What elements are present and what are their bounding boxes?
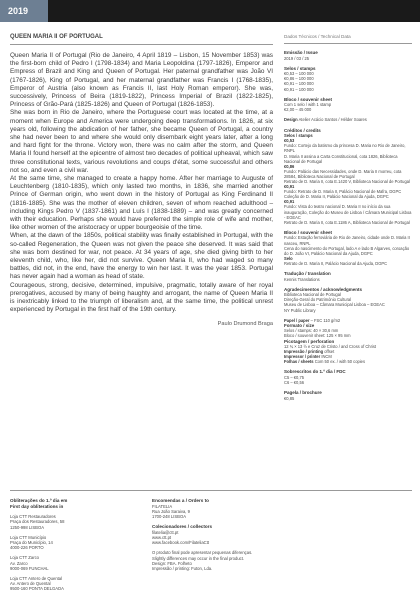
stamp-value: €0,86 – 100 000 [284, 76, 314, 82]
credit-text: Fundo: Vista do teatro nacional D. Maria II no início da sua inauguração, Coleção do Museu de Lisboa / Câmara Municipal Lisboa - EGEAC [284, 204, 412, 220]
credits-title: Créditos / credits [284, 127, 321, 133]
design-label: Design [284, 117, 298, 123]
issue-title: Emissão / Issue [284, 50, 318, 55]
sheets-value: Com 50 ex. / with 50 copies [314, 359, 366, 365]
souvenir-credit-line: Cena do nascimento do Portugal, lado A e lado B Algarves, coroação do D. João VI, Palácio Nacional da Ajuda, DGPC [284, 245, 410, 256]
year-bar [0, 0, 420, 22]
souvenir-credit-line: Fundo: Estação ferroviária de Rio de Janeiro, cidade onde D. Maria II nasceu, RNPL [284, 235, 410, 246]
credit-text: Fundo: Retrato de D. Maria II, Palácio Nacional de Mafra, DGPC [284, 189, 402, 195]
orders-address-line: 1700-248 LISBOA [152, 514, 186, 519]
seal-label: Selo [284, 255, 293, 261]
store-address: Av. Antero de Quental [10, 581, 51, 587]
collectors-facebook: www.facebook.com/FilateliaCtt [152, 540, 210, 546]
thanks-line: Biblioteca Nacional de Portugal [284, 292, 341, 298]
perforation-title: Picotagem / perforation [284, 338, 335, 344]
article [10, 34, 273, 327]
credits-subtitle: Selos / stamps [284, 133, 313, 139]
thanks-group [284, 287, 412, 313]
store-address: Av. Zarco [10, 560, 28, 566]
collectors-heading: Colecionadores / collectors [152, 524, 212, 530]
article-paragraph: At the same time, she managed to create a happy home. After her marriage to Auguste of Leuchtenberg (1810-1835), which only lasted two months, in 1836, she married another Prince of German origin, who went down in the history of Portugal as King Ferdinand II (1816-1885). She was the mother of eleven children, seven of whom reached adulthood – including Kings Pedro V (1837-1861) and Luís I (1838-1889) – and was greatly concerned with their education. Perhaps she would have preferred the simple role of wife and mother, like other women of the aristocracy or upper bourgeoisie of the time. [10, 175, 273, 232]
design-note: Design: FBA. Folheto [152, 560, 192, 566]
stamp-value: €0,91 – 100 000 [284, 81, 314, 87]
credit-text: Fundo: Cortejo da batismo da princesa D. Maria no Rio de Janeiro, RNPL [284, 143, 406, 154]
store-name: Loja CTT Município [10, 534, 47, 540]
obliterations-heading-en: First day obliterations in [10, 503, 64, 509]
souvenir-credits-group [284, 230, 412, 266]
year-label: 2019 [0, 0, 48, 22]
credit-code: €0,53 [284, 138, 295, 144]
printer-label: Impressor / printer [284, 354, 321, 360]
paper-group: Papel / paper – FSC 110 g/m2 Formato / size Selos / stamps: 40 × 30,6 mm Bloco / souvenir sheet: 125 × 95 mm Picotagem / perforation 12 ¾ × 13 ½ e Cruz de Cristo / and Cross of Christ Impressão / printing offset Impressor / printer INCM Folhas / sheets Com 50 ex. / with 50 copies [284, 318, 412, 365]
translation-title: Tradução / translation [284, 270, 331, 276]
perforation-line: 12 ¾ × 13 ½ e Cruz de Cristo / and Cross of Christ [284, 344, 377, 350]
brochure-title: Pagela / brochure [284, 390, 322, 396]
collectors-website: www.ctt.pt [152, 535, 172, 540]
print-note: Impressão / printing: Futon, Lda. [152, 566, 213, 572]
orders-info [152, 498, 282, 571]
thanks-line: NY Public Library [284, 307, 316, 313]
first-day-obliterations [10, 498, 140, 592]
design-group [284, 117, 412, 122]
credit-text: Coleção de D. Maria II, Palácio Nacional da Ajuda, DGPC [284, 194, 389, 200]
article-title: QUEEN MARIA II OF PORTUGAL [10, 34, 273, 45]
disclaimer-pt: O produto final pode apresentar pequenas diferenças. [152, 550, 253, 556]
paper-value: FSC 110 g/m2 [314, 317, 341, 323]
issue-group [284, 50, 412, 61]
format-title: Formato / size [284, 322, 315, 328]
orders-address-line: FILATELIA [152, 503, 173, 509]
sheets-label: Folhas / sheets [284, 359, 314, 365]
obliterations-heading: Obliterações do 1.º dia em [10, 498, 68, 503]
article-paragraph: When, at the dawn of the 1850s, political stability was finally established in Portugal, with the so-called Regeneration, the Queen was not given the peace she deserved. It was said that she was born destined for war, not peace. At 34 years of age, she died giving birth to her eleventh child, who, like her, did not survive. Queen Maria II, who had waged so many battles, did not, in the end, have the energy to win her last. It was the year 1853. Portugal has never again had a woman as head of state. [10, 232, 273, 281]
translation-value: Kennis Translations [284, 276, 320, 282]
fdc-line: C5 – €0,75 [284, 375, 305, 381]
credit-code: €0,91 [284, 184, 295, 190]
footer-divider [10, 490, 412, 491]
credit-text: Retrato de D. Maria II, cota E.1186 A, Biblioteca Nacional de Portugal [284, 219, 410, 225]
credit-text: Fundo: Palácio das Necessidades, onde D. Maria II morreu, cota 28584, Biblioteca Nacional de Portugal [284, 168, 402, 179]
printer-value: INCM [321, 354, 332, 360]
stamps-group [284, 66, 412, 92]
thanks-title: Agradecimentos / acknowledgments [284, 286, 363, 292]
thanks-line: Direção-Geral do Património Cultural [284, 297, 352, 303]
thanks-line: Museu de Lisboa – Câmara Municipal Lisboa – EGEAC [284, 302, 385, 308]
brochure-value: €0,85 [284, 395, 295, 401]
translation-group [284, 271, 412, 282]
stamp-value: €0,53 – 100 000 [284, 71, 314, 77]
fdc-group [284, 369, 412, 385]
souvenir-title: Bloco / souvenir sheet [284, 96, 333, 102]
store-city: 9500-160 PONTA DELGADA [10, 586, 64, 592]
store-address: Praça do Município, 14 [10, 540, 53, 545]
souvenir-line: €2,00 – 45 000 [284, 107, 312, 113]
printing-value: offset [324, 349, 335, 355]
article-body [10, 52, 273, 315]
credit-code: €0,91 [284, 199, 295, 205]
brochure-group [284, 390, 412, 401]
credit-text: Retrato de D. Maria II, cota E.1420 V, Biblioteca Nacional de Portugal [284, 178, 410, 184]
store-name: Loja CTT Zarco [10, 555, 40, 561]
fdc-line: C6 – €0,56 [284, 380, 305, 386]
store-city: 9000-069 FUNCHAL [10, 565, 49, 571]
store-name: Loja CTT Antero de Quental [10, 576, 63, 582]
technical-data-heading: Dados Técnicos / Technical Data [284, 34, 412, 44]
store-city: 1250-998 LISBOA [10, 524, 44, 530]
article-paragraph: Queen Maria II of Portugal (Rio de Janeiro, 4 April 1819 – Lisbon, 15 November 1853) was the first-born child of Pedro I (1798-1834) and Maria Leopoldina (1797-1826), Emperor and Empress of Brazil and King and Queen of Portugal. Her paternal grandfather was João VI (1767-1826), King of Portugal, and her maternal grandfather was Francis I (1768-1835), Emperor of Austria (also known as Francis II, last Holy Roman emperor). She was, successively, Princess of Beira (1819-1822), Princess Imperial of Brazil (1822-1825), Princess of Grão-Pará (1825-1826) and Queen of Portugal (1826-1853). [10, 52, 273, 109]
collectors-email: filatelia@ctt.pt [152, 529, 179, 535]
souvenir-line: Com 1 selo / with 1 stamp [284, 102, 332, 108]
stamp-value: €0,91 – 100 000 [284, 86, 314, 92]
design-value: Atelier Acácio Santos / Hélder Soares [298, 117, 367, 123]
store-address: Praça dos Restauradores, 58 [10, 519, 65, 525]
article-author: Paulo Drumond Braga [217, 320, 273, 327]
seal-value: Retrato de D. Maria II, Palácio Nacional da Ajuda, DGPC [284, 260, 388, 266]
credit-text: D. Maria II assina a Carta Constitucional, cota 1826, Biblioteca Nacional de Portugal [284, 153, 398, 164]
credits-group [284, 128, 412, 225]
credit-code: €0,86 [284, 163, 295, 169]
technical-data [284, 34, 412, 406]
format-line: Selos / stamps: 40 × 30,6 mm [284, 328, 339, 334]
printing-title: Impressão / printing [284, 349, 324, 355]
disclaimer-en: Slightly differences may occur in the final product. [152, 555, 245, 561]
format-line: Bloco / souvenir sheet: 125 × 95 mm [284, 333, 351, 339]
souvenir-group [284, 97, 412, 113]
souvenir-credits-title: Bloco / souvenir sheet [284, 229, 333, 235]
fdc-title: Sobrescritos do 1.º dia / FDC [284, 369, 346, 375]
store-city: 4000-226 PORTO [10, 545, 44, 551]
store-name: Loja CTT Restauradores [10, 514, 56, 520]
orders-address-line: Rua João Saraiva, 9 [152, 508, 190, 514]
stamps-title: Selos / stamps [284, 65, 316, 71]
article-paragraph: Courageous, strong, decisive, determined, impulsive, pragmatic, totally aware of her royal prerogatives, accused by many of being haughty and arrogant, the name of Queen Maria II is inextricably linked to the triumph of liberalism and, at the same time, the political unrest experienced by Portugal in the first half of the 19th century. [10, 281, 273, 314]
article-paragraph: She was born in Rio de Janeiro, where the Portuguese court was located at the time, at a moment when Europe and America were undergoing deep transformations. In 1826, at six years old, following the abdication of her father, she became Queen of Portugal, a country she had never been to and where she would only disembark eight years later, after a long and hard fight for the throne. Victory won, there was no calm after the storm, and Queen Maria II found herself at the epicentre of almost two decades of political upheaval, which saw three constitutional texts, various revolutions and coups d'état, some successful and others not so, and even a civil war. [10, 109, 273, 174]
issue-date: 2019 / 03 / 25 [284, 55, 310, 61]
orders-heading: Encomendas a / Orders to [152, 498, 209, 503]
paper-title: Papel / paper [284, 317, 310, 323]
